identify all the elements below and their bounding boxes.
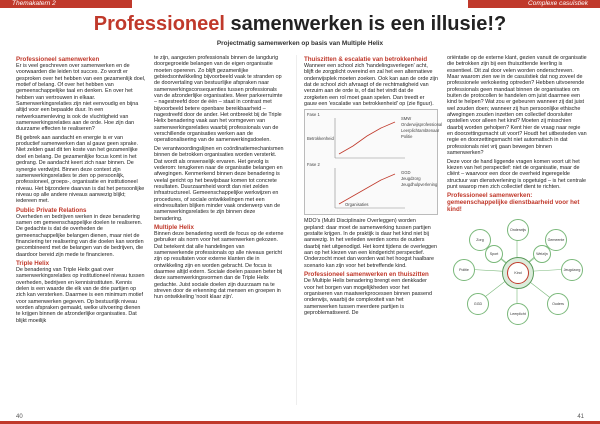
escalation-figure <box>304 109 443 215</box>
diagram-node: Zorg <box>469 229 491 251</box>
heading-professioneel-samenwerken: Professioneel samenwerken <box>16 56 100 63</box>
top-bar <box>0 0 600 8</box>
heading-public-private-relations: Public Private Relations <box>16 206 87 214</box>
diagram-node: Sport <box>485 245 503 263</box>
figure-item: GGD <box>401 170 411 176</box>
column-2 <box>154 55 284 405</box>
article-subtitle: Projectmatig samenwerken op basis van Multiple Helix <box>216 40 384 47</box>
diagram-node: Welzijn <box>533 245 551 263</box>
figure-axis-right: Organisaties <box>345 202 369 208</box>
section-tag-right: Complexe casuïstiek <box>522 0 594 8</box>
diagram-node-center: Kind <box>507 262 529 284</box>
paragraph: Deze voor de hand liggende vragen komen voort uit het kiezen van het perspectief: niet de organisatie, maar de cliënt – waarvoor een door de overheid ingeregelde structuur van dienstverlening is opgetuigd – is het centrale punt waarop men zich collectief dient te richten. <box>447 158 587 190</box>
diagram-node: Onderwijs <box>507 219 529 241</box>
figure-item: Jeugdhulpverlening <box>401 182 438 188</box>
column-1 <box>16 55 146 405</box>
heading-thuiszitten: Thuiszitten & escalatie van betrokkenheid <box>304 56 428 63</box>
helix-diagram <box>447 217 587 325</box>
page-gutter <box>296 55 297 405</box>
figure-item: SMW <box>401 116 412 122</box>
figure-item: Leerplichtambtenaar <box>401 128 440 134</box>
paragraph: Binnen deze benadering wordt de focus op de externe gebruiker als norm voor het samenwerken gekozen. Dat betekent dat alle handelingen van samenwerkende professionals op alle niveaus gericht zijn op resultaten voor externe klanten die in ontwikkeling zijn en worden gebracht. De focus is daarmee altijd extern. Sociale doelen passen beter bij deze samenwerkingsvormen dan de Triple Helix gedachte. Juist sociale doelen zijn duurzaam na te streven door de erkenning dat mensen en groepen in hun ontwikkeling 'nooit klaar zijn'. <box>154 230 284 301</box>
figure-label-fase2: Fase 2 <box>307 162 320 168</box>
figure-item: Politie <box>401 134 413 140</box>
paragraph: Bij gebrek aan aandacht en energie is er van productief samenwerken dan al gauw geen sprake. Niet zelden gaat dit ten koste van het gezamenlijke doel en belang. De gezamenlijke focus komt in het gedrang. De aandacht keert zich naar binnen. De synergie verdwijnt. Binnen deze context zijn samenwerkingsrelaties te zien op persoonlijk, professioneel, groeps-, organisatie en institutioneel niveau. Het bijzondere daarvan is dat het persoonlijke niveau op alle andere niveaus aanwezig blijkt; iedereen met. <box>16 134 145 205</box>
column-4 <box>447 55 587 405</box>
figure-axis-left: Betrokkenheid <box>307 136 334 142</box>
paragraph: Overheden en bedrijven werken in deze benadering samen om gemeenschappelijke doelen te realiseren. De gedachte is dat de overheden de gemeenschappelijke belangen dienen, maar niet de financiering ter realisering van die doelen kan worden gecombineerd met de belangen van de bedrijven, die daardoor bereid zijn mede te financieren. <box>16 213 144 258</box>
heading-samenwerken-thuiszitten: Professioneel samenwerken en thuiszitten <box>304 271 429 279</box>
paragraph: Wanneer een school zich 'handelingsverlegen' acht, blijft de zorgplicht overeind en zal het een alternatieve onderwijsplek moeten zoeken. Ook kan aan de orde zijn dat de school zich afvraagt of de rechtmatigheid van verzuim aan de orde is, of dat het vindt dat de zorgketen een rol moet gaan spelen. Dan treedt er gauw een 'escalatie van betrokkenheid' op (zie figuur). <box>304 63 438 108</box>
paragraph: MDO's (Multi Disciplinaire Overleggen) worden gepland: daar moet de samenwerking tussen partijen gestalte krijgen. In de praktijk is daar het kind niet bij aanwezig. In het verleden werden soms de ouders daarbij niet uitgenodigd. Het komt tijdens de overleggen aan op het kiezen van een kindgericht perspectief. Onderzocht moet dan worden wat het hoogst haalbare scenario kan zijn voor het betreffende kind. <box>304 218 438 269</box>
diagram-node: Gemeente <box>545 229 567 251</box>
title-rest: samenwerken is een illusie!? <box>230 13 507 35</box>
diagram-node: Politie <box>453 259 475 281</box>
diagram-node: GGD <box>467 293 489 315</box>
page-number-left: 40 <box>16 414 23 420</box>
diagram-node: Jeugdzorg <box>561 259 583 281</box>
page-number-right: 41 <box>577 414 584 420</box>
paragraph: De verantwoordingslijnen en coördinatiemechanismen binnen de betrokken organisaties worden versterkt. Dat wordt als onwenselijk ervaren. Het gevolg is vederom: terugkeren naar de organisatie belangen en afwegingen. Kenmerkend binnen deze benadering is veelal gericht op het bewijsbaar komen tot concrete resultaten. Duurzaamheid wordt dan niet zelden infrastructureel. Gemeenschappelijke werkwijzen en procedures, of sociale ontwikkelingen met een eindresultaten blijken minder vaak onderwerp van de samenwerkingsrelaties te zijn binnen deze benadering. <box>154 145 284 222</box>
conclusion-heading: Professioneel samenwerken: gemeenschappelijke dienstbaarheid voor het kind! <box>447 192 580 214</box>
heading-multiple-helix: Multiple Helix <box>154 223 194 231</box>
paragraph: De benadering van Triple Helix gaat over samenwerkingsrelaties op institutioneel niveau tussen overheden, bedrijven en kennisinstituten. Kennis delen is een waarde die elk van de drie partijen op zich kan versterken. Daarmee is een minimum motief voor samenwerken gegeven. Op bestuurlijk niveau worden afspraken gemaakt, welke uitvoering dienen te krijgen binnen de afzonderlijke organisaties. Dat blijkt moeilijk <box>16 266 145 324</box>
title-highlight: Professioneel <box>93 13 225 35</box>
figure-item: Onderwijsprofessional <box>401 122 443 128</box>
figure-label-fase1: Fase 1 <box>307 112 320 118</box>
diagram-node: Leerplicht <box>507 303 529 325</box>
article-title <box>0 13 600 36</box>
paragraph: Er is veel geschreven over samenwerken en de voorwaarden die leiden tot succes. Zo wordt er gesproken over het hebben van een gezamenlijk doel, motief of belang. Of over het hebben van gemeenschappelijke taal en denken. En over het hebben van vertrouwen in elkaar. Samenwerkingsrelaties zijn niet eenvoudig en bijna altijd voor een bepaalde duur. In een netwerksamenleving is ook de vluchtigheid van samenwerkingsrelaties aan de orde. Hoe zijn dan duurzame effecten te realiseren? <box>16 63 146 133</box>
paragraph: te zijn, aangezien professionals binnen de langdurig doorgegroeide belangen van de eigen organisatie moeten opereren. Zo blijft gezamenlijke gebiedsontwikkeling bijvoorbeeld vaak te stranden op de doorvertaling van bestuurlijke afspraken naar samenwerkingsconsequenties tussen professionals van de afzonderlijke organisaties. Meer parkeerruimte – nagestreefd door de één – staat in contrast met bijvoorbeeld betere openbare bereikbaarheid – nagestreefd door de ander. Het ontbreekt bij de Triple Helix benadering vaak aan het vormgeven van samenwerkingsrelaties waarbij professionals van de verschillende organisaties werken aan de operationalisering van de samenwerkingsdoelen. <box>154 55 283 144</box>
section-tag-left: Themakatern 2 <box>6 0 62 8</box>
heading-triple-helix: Triple Helix <box>16 259 50 267</box>
figure-item: Jeugdzorg <box>401 176 421 182</box>
diagram-node: Ouders <box>547 293 569 315</box>
paragraph: oriëntatie op de externe klant, gezien vanuit de organisatie die betrokken zijn bij een thuiszittende leerling is essentieel. Dit zal door velen worden onderschreven. Maar waarom zien we in de casuïstiek dat nog zoveel de professionele verkokering optreden? Hebben uitvoerende professionals geen mandaat binnen de organisaties om buiten de protocollen te handelen om juist daarmee een kind te helpen? Wat zou er gebeuren wanneer zij dat juist wel zouden doen; wanneer zij hun persoonlijke ethische afwegingen zouden inzetten om collectief doorsluiter opstellen voor alleen het kind? Moeten zij misschien daarbij worden geholpen? Kent hier de vraag naar regie en doorzettingsmacht uit voort? Houdt het uitbesteden van regie en doorzettingsmacht niet automatisch in dat professionals niet vrij gaan bewegen binnen samenwerken? <box>447 55 587 157</box>
paragraph: De Multiple Helix benadering brengt een denkkader voor het borgen van mogelijkheden voor het organiseren van maatwerkprocessen binnen passend onderwijs, waarbij de complexiteit van het samenwerken tussen meerdere partijen is geproblematiseerd. De <box>304 278 432 316</box>
column-3 <box>304 55 443 405</box>
